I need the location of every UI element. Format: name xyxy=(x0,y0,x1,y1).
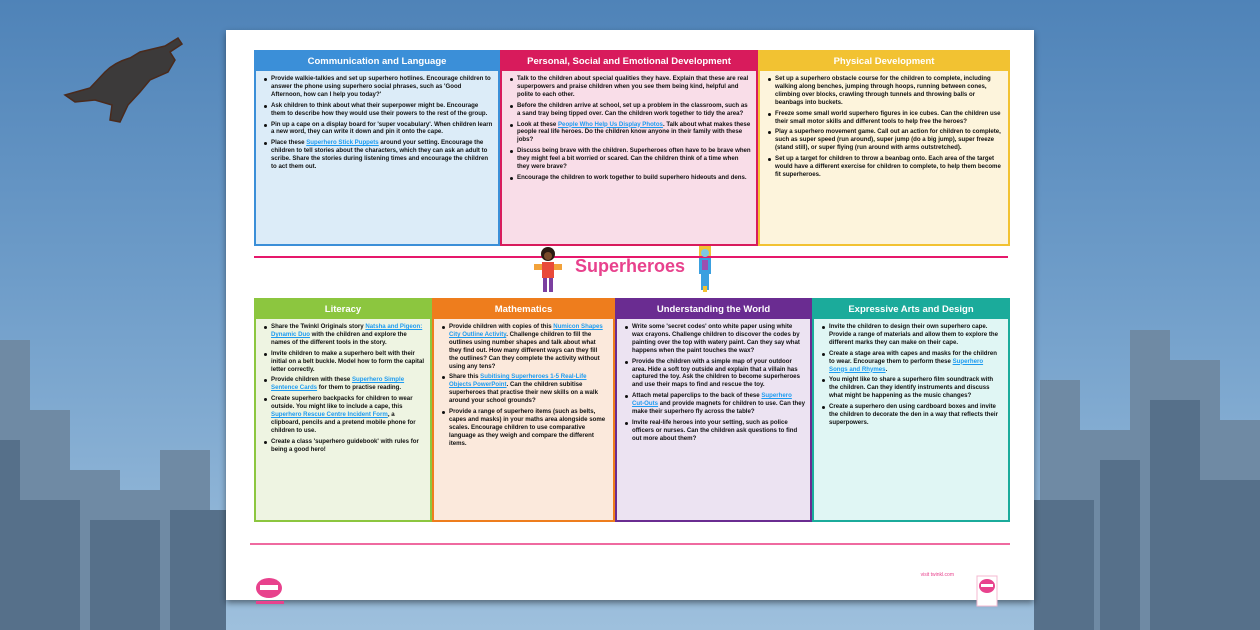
list-item xyxy=(509,121,751,145)
list-item xyxy=(821,403,1003,427)
activity-list xyxy=(814,319,1008,427)
panel-maths xyxy=(432,298,615,522)
item-text: Invite the children to design their own superhero cape. Provide a range of materials and allow them to explore the different marks they can make on their cape. xyxy=(829,323,998,346)
item-text: Create a superhero den using cardboard boxes and invite the children to decorate the den in a way that reflects their superpowers. xyxy=(829,403,998,426)
list-item xyxy=(263,323,425,347)
item-text: Play a superhero movement game. Call out an action for children to complete, such as super speed (run around), super jump (do a big jump), super freeze (stand still), or super flying (run around with arms outstretched). xyxy=(775,128,1001,152)
list-item xyxy=(509,75,751,99)
panel-heading: Understanding the World xyxy=(617,300,810,319)
activity-list xyxy=(502,71,756,182)
item-text: for them to practise reading. xyxy=(317,384,402,392)
list-item xyxy=(821,376,1003,400)
twinkl-badge-logo xyxy=(976,575,998,607)
resource-link[interactable]: Superhero Songs and Rhymes xyxy=(829,357,984,373)
twinkl-foundation-logo xyxy=(254,575,288,607)
item-text: Create superhero backpacks for children to wear outside. You might like to include a cape, this xyxy=(271,395,413,411)
panel-heading: Communication and Language xyxy=(256,52,498,71)
panel-ead xyxy=(812,298,1010,522)
item-text: around your setting. Encourage the children to tell stories about the characters, which they can ask an adult to scribe. Share the stories during listening times and encourage the children to act them out. xyxy=(271,139,489,171)
resource-link[interactable]: Subitising Superheroes 1-5 Real-Life Objects PowerPoint xyxy=(449,373,587,389)
list-item xyxy=(821,323,1003,347)
item-text: Provide a range of superhero items (such as belts, capes and masks) in your maths area alongside some scales. Encourage children to use comparative language as they weigh and compare the different items. xyxy=(449,408,606,447)
footer-divider xyxy=(250,543,1010,545)
item-text: . xyxy=(885,365,888,373)
item-text: Before the children arrive at school, set up a problem in the classroom, such as a sand tray being tipped over. Can the children work together to tidy the area? xyxy=(517,101,748,117)
resource-link[interactable]: Superhero Cut-Outs xyxy=(632,392,792,408)
list-item xyxy=(441,408,608,448)
panel-pd xyxy=(758,50,1010,246)
resource-link[interactable]: Superhero Simple Sentence Cards xyxy=(271,376,405,392)
list-item xyxy=(624,323,805,355)
panel-heading: Literacy xyxy=(256,300,430,319)
item-text: Freeze some small world superhero figures in ice cubes. Can the children use their small motor skills and different tools to help free the heroes? xyxy=(775,109,1001,125)
list-item xyxy=(624,358,805,390)
panel-cl xyxy=(254,50,500,246)
item-text: Attach metal paperclips to the back of these xyxy=(632,392,762,400)
item-text: , a clipboard, pencils and a pretend mobile phone for children to use. xyxy=(271,411,416,434)
list-item xyxy=(624,419,805,443)
item-text: Ask children to think about what their superpower might be. Encourage them to describe how they would use their powers to the rest of the group. xyxy=(271,101,488,117)
item-text: and provide magnets for children to use. Can they make their superhero fly across the table? xyxy=(632,400,806,416)
panel-heading: Mathematics xyxy=(434,300,613,319)
item-text: Provide children with these xyxy=(271,376,352,384)
list-item xyxy=(624,392,805,416)
list-item xyxy=(263,139,493,171)
item-text: . Can the children subitise superheroes that practise their new skills on a walk around your school grounds? xyxy=(449,381,599,405)
list-item xyxy=(767,75,1003,107)
superhero-girl-illustration xyxy=(694,244,716,294)
panel-lit xyxy=(254,298,432,522)
list-item xyxy=(263,121,493,137)
activity-list xyxy=(256,319,430,454)
panel-heading: Expressive Arts and Design xyxy=(814,300,1008,319)
panel-uw xyxy=(615,298,812,522)
item-text: Provide children with copies of this xyxy=(449,323,554,330)
list-item xyxy=(263,395,425,435)
list-item xyxy=(441,323,608,370)
list-item xyxy=(263,75,493,99)
item-text: Set up a target for children to throw a beanbag onto. Each area of the target would have a different exercise for children to complete, to help them become fit superheroes. xyxy=(775,155,1001,178)
activity-list xyxy=(760,71,1008,179)
item-text: . Talk about what makes these people real life heroes. Do the children know anyone in their family with these jobs? xyxy=(517,120,751,144)
list-item xyxy=(767,110,1003,126)
resource-link[interactable]: Superhero Rescue Centre Incident Form xyxy=(271,411,388,419)
item-text: Share the Twinkl Originals story xyxy=(271,323,366,330)
item-text: Create a stage area with capes and masks for the children to wear. Encourage them to perform these xyxy=(829,349,997,365)
resource-link[interactable]: Superhero Stick Puppets xyxy=(306,139,379,147)
item-text: Encourage the children to work together to build superhero hideouts and dens. xyxy=(517,173,747,181)
item-text: Create a class 'superhero guidebook' with rules for being a good hero! xyxy=(271,437,419,453)
resource-link[interactable]: Numicon Shapes City Outline Activity xyxy=(449,323,603,338)
item-text: Invite children to make a superhero belt with their initial on a belt buckle. Model how to form the capital letter correctly. xyxy=(271,349,425,373)
item-text: Place these xyxy=(271,139,307,147)
list-item xyxy=(263,376,425,392)
item-text: Provide walkie-talkies and set up superhero hotlines. Encourage children to answer the phone using superhero social phrases, such as 'Good Afternoon, how can I help you today?' xyxy=(271,75,491,98)
item-text: Set up a superhero obstacle course for the children to complete, including walking along benches, jumping through hoops, running between cones, climbing over blocks, crawling through tunnels and throwing balls or beanbags into buckets. xyxy=(775,75,991,106)
activity-list xyxy=(434,319,613,448)
list-item xyxy=(509,147,751,171)
panel-heading: Physical Development xyxy=(760,52,1008,71)
activity-list xyxy=(256,71,498,171)
item-text: You might like to share a superhero film soundtrack with the children. Can they identify instruments and discuss what might be happening as the music changes? xyxy=(829,376,994,400)
list-item xyxy=(263,438,425,454)
footer-url: visit twinkl.com xyxy=(920,572,954,578)
resource-link[interactable]: Natsha and Pigeon: Dynamic Duo xyxy=(271,323,423,338)
item-text: . Challenge children to fill the outlines using number shapes and talk about what they find out. How many different ways can they fill the outlines? Can they complete the activity without using any tens? xyxy=(449,330,600,370)
item-text: Write some 'secret codes' onto white paper using white wax crayons. Challenge children to discover the codes by painting over the top with watery paint. Can they say what happens when the paint touches the wax? xyxy=(632,323,800,354)
list-item xyxy=(441,373,608,405)
item-text: with the children and explore the names of the different tools in the story. xyxy=(271,330,407,346)
item-text: Pin up a cape on a display board for 'super vocabulary'. When children learn a new word, they can write it down and pin it onto the cape. xyxy=(271,120,493,136)
activity-list xyxy=(617,319,810,443)
list-item xyxy=(767,155,1003,179)
item-text: Talk to the children about special qualities they have. Explain that these are real superpowers and praise children when you see them being kind, helpful and polite to each other. xyxy=(517,75,749,98)
item-text: Look at these xyxy=(517,120,558,128)
list-item xyxy=(509,102,751,118)
page-title: Superheroes xyxy=(574,256,686,276)
list-item xyxy=(821,350,1003,374)
item-text: Share this xyxy=(449,373,481,381)
panel-psed xyxy=(500,50,758,246)
item-text: Discuss being brave with the children. Superheroes often have to be brave when they might feel a bit worried or scared. Can the children think of a time when they were brave? xyxy=(517,147,751,171)
superheroes-planning-sheet xyxy=(226,30,1034,600)
item-text: Invite real-life heroes into your setting, such as police officers or nurses. Can the children ask questions to find out more about them? xyxy=(632,418,798,442)
list-item xyxy=(509,174,751,182)
resource-link[interactable]: People Who Help Us Display Photos xyxy=(557,120,663,128)
list-item xyxy=(263,102,493,118)
list-item xyxy=(263,350,425,374)
item-text: Provide the children with a simple map of your outdoor area. Hide a soft toy outside and explain that a villain has captured the toy. Ask the children to become superheroes and use their maps to find and rescue the toy. xyxy=(632,357,800,389)
list-item xyxy=(767,128,1003,152)
flying-superhero-silhouette xyxy=(65,38,182,122)
panel-heading: Personal, Social and Emotional Development xyxy=(502,52,756,71)
